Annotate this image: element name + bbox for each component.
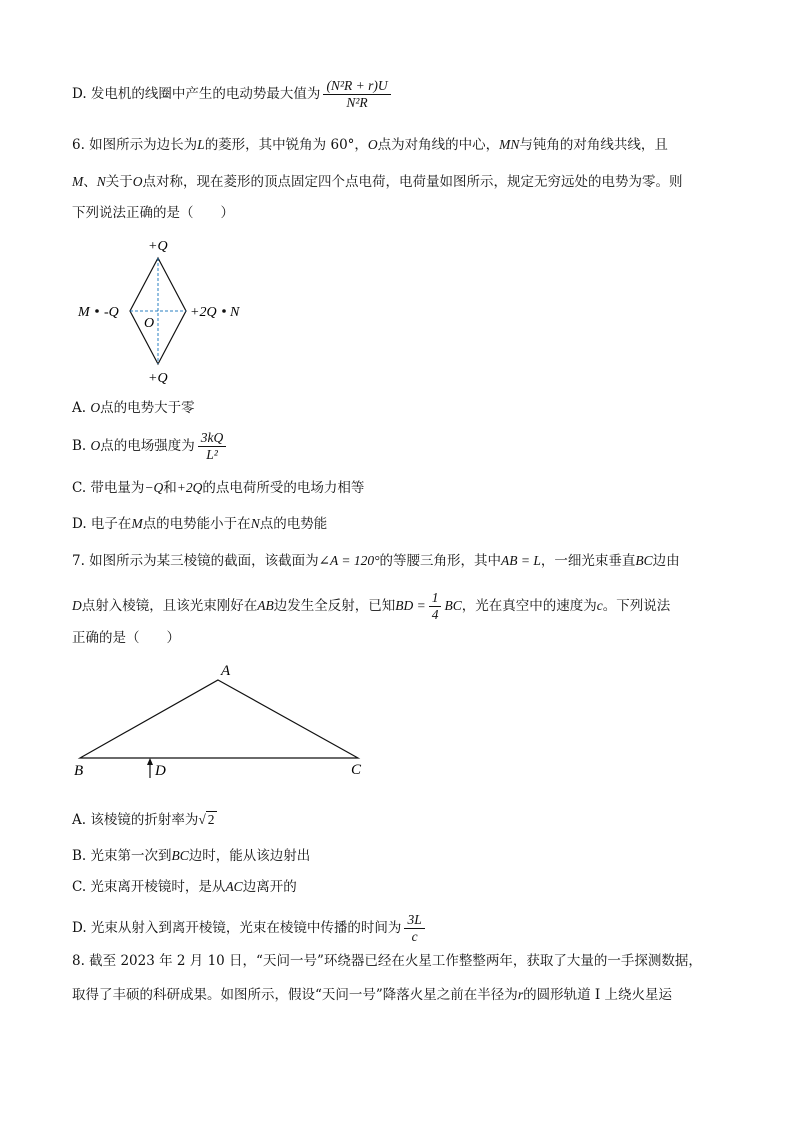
q7-option-a[interactable]: A. 该棱镜的折射率为√ 2 <box>72 812 215 828</box>
q6-option-d[interactable]: D. 电子在M点的电势能小于在N点的电势能 <box>72 516 328 532</box>
sqrt-symbol: √ 2 <box>198 812 215 827</box>
point-m-dot <box>95 309 99 313</box>
q6-option-b[interactable]: B. O点的电场强度为 $\frac{3kQ}{\text{L²}}$ <box>72 430 229 463</box>
bottom-charge-label: +Q <box>148 371 168 386</box>
point-n-label: N <box>230 305 240 320</box>
q6-stem-line-3: 下列说法正确的是（ ） <box>72 205 234 221</box>
q5-option-d[interactable]: D. 发电机的线圈中产生的电动势最大值为 $\frac{\text{(N²R + r)U}}{\text{N²R}}$ <box>72 78 394 111</box>
vertex-a-label: A <box>221 663 231 679</box>
q7-stem-line-2: D点射入棱镜，且该光束刚好在AB边发生全反射，已知BD = $\frac{1}{4}$ BC，光在真空中的速度为c。下列说法 <box>72 590 671 622</box>
left-charge-label: -Q <box>104 305 119 320</box>
point-d-label: D <box>155 763 166 779</box>
q6-stem-line-1: 6. 如图所示为边长为L的菱形，其中锐角为 60°，O点为对角线的中心，MN与钝角的对角线共线，且 <box>72 137 668 153</box>
q7-option-d[interactable]: D. 光束从射入到离开棱镜，光束在棱镜中传播的时间为 $\frac{3L}{c}$ <box>72 912 428 945</box>
q6-stem-line-2: M、N关于O点对称，现在菱形的顶点固定四个点电荷，电荷量如图所示，规定无穷远处的电势为零。则 <box>72 174 683 190</box>
q7-stem-line-1: 7. 如图所示为某三棱镜的截面，该截面为∠A = 120°的等腰三角形，其中AB = L，一细光束垂直BC边由 <box>72 553 680 569</box>
q7-bd-fraction: $\frac{1}{4}$ <box>429 590 442 623</box>
vertex-b-label: B <box>74 763 84 779</box>
vertex-c-label: C <box>351 762 362 778</box>
beam-arrowhead <box>147 758 153 765</box>
q7-option-c[interactable]: C. 光束离开棱镜时，是从AC边离开的 <box>72 879 297 895</box>
center-o-label: O <box>144 316 155 331</box>
q6-rhombus-figure <box>70 232 260 392</box>
point-m-label: M <box>78 305 90 320</box>
q6-b-fraction: $\frac{3kQ}{\text{L²}}$ <box>198 430 227 463</box>
q7-prism-figure <box>68 660 378 785</box>
q6-option-c[interactable]: C. 带电量为−Q和+2Q的点电荷所受的电场力相等 <box>72 480 365 496</box>
top-charge-label: +Q <box>148 239 168 254</box>
q5-fraction: $\frac{\text{(N²R + r)U}}{\text{N²R}}$ <box>323 78 390 111</box>
q7-stem-line-3: 正确的是（ ） <box>72 630 180 646</box>
right-charge-label: +2Q <box>190 305 217 320</box>
q8-stem-line-1: 8. 截至 2023 年 2 月 10 日，“天问一号”环绕器已经在火星工作整整两年，获取了大量的一手探测数据， <box>72 953 702 969</box>
q7-option-b[interactable]: B. 光束第一次到BC边时，能从该边射出 <box>72 848 311 864</box>
q6-option-a[interactable]: A. O点的电势大于零 <box>72 400 195 416</box>
prism-triangle <box>80 680 358 758</box>
q8-stem-line-2: 取得了丰硕的科研成果。如图所示，假设“天问一号”降落火星之前在半径为r的圆形轨道 I 上绕火星运 <box>72 987 672 1003</box>
point-n-dot <box>222 309 226 313</box>
q7-d-fraction: $\frac{3L}{c}$ <box>404 912 424 945</box>
